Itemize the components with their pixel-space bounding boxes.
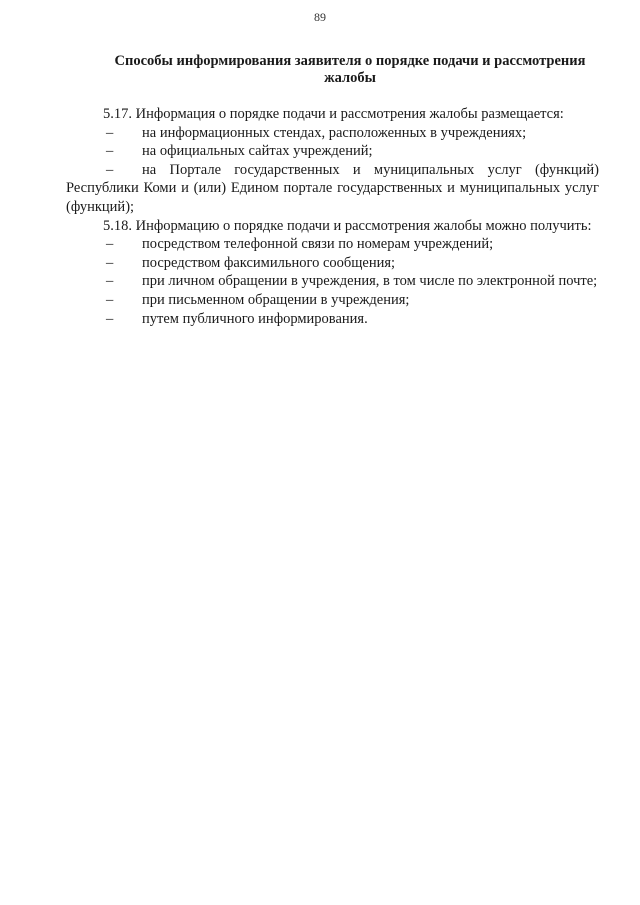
list-item-text: на Портале государственных и муниципальных услуг (функций) Республики Коми и (или) Едином портале государственных и муниципальных услуг (функций);	[66, 161, 599, 215]
list-dash: –	[106, 291, 114, 308]
document-body	[66, 105, 599, 328]
list-item	[66, 254, 599, 273]
list-dash: –	[106, 161, 114, 178]
list-item	[66, 161, 599, 217]
list-item-text: посредством факсимильного сообщения;	[142, 254, 396, 271]
list-item	[66, 142, 599, 161]
list-item-text: при личном обращении в учреждения, в том числе по электронной почте;	[142, 273, 598, 290]
list-dash: –	[106, 310, 114, 327]
list-dash: –	[106, 124, 114, 141]
list-item	[66, 310, 599, 329]
list-item	[66, 291, 599, 310]
list-item	[66, 124, 599, 143]
list-item-text: на официальных сайтах учреждений;	[142, 143, 373, 160]
page-number: 89	[314, 10, 326, 24]
paragraph-5-18: 5.18. Информацию о порядке подачи и рассмотрения жалобы можно получить:	[103, 217, 592, 234]
list-dash: –	[106, 236, 114, 253]
list-item-text: на информационных стендах, расположенных в учреждениях;	[142, 124, 527, 141]
list-dash: –	[106, 254, 114, 271]
list-dash: –	[106, 273, 114, 290]
list-item-text: посредством телефонной связи по номерам учреждений;	[142, 236, 494, 253]
section-heading: Способы информирования заявителя о порядке подачи и рассмотрения жалобы	[114, 53, 586, 86]
list-item-text: путем публичного информирования.	[142, 310, 368, 327]
list-item	[66, 272, 599, 291]
list-item-text: при письменном обращении в учреждения;	[142, 291, 410, 308]
list-item	[66, 235, 599, 254]
list-dash: –	[106, 143, 114, 160]
paragraph-5-17: 5.17. Информация о порядке подачи и рассмотрения жалобы размещается:	[103, 106, 564, 122]
